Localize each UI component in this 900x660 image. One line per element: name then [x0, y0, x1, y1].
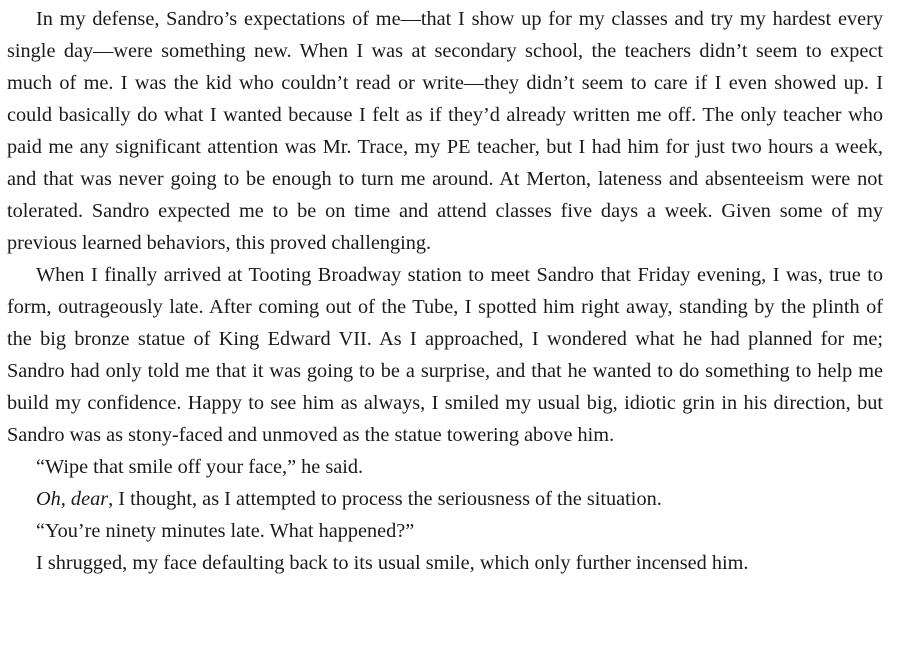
book-page: [7, 3, 883, 579]
paragraph-4: [7, 483, 883, 515]
paragraph-5: “You’re ninety minutes late. What happened?”: [36, 520, 415, 542]
paragraph-2: When I finally arrived at Tooting Broadway station to meet Sandro that Friday evening, I was, true to form, outrageously late. After coming out of the Tube, I spotted him right away, standing by the plinth of the big bronze statue of King Edward VII. As I approached, I wondered what he had planned for me; Sandro had only told me that it was going to be a surprise, and that he wanted to do something to help me build my confidence. Happy to see him as always, I smiled my usual big, idiotic grin in his direction, but Sandro was as stony-faced and unmoved as the statue towering above him.: [7, 264, 883, 446]
paragraph-1: In my defense, Sandro’s expectations of me—that I show up for my classes and try my hardest every single day—were something new. When I was at secondary school, the teachers didn’t seem to expect much of me. I was the kid who couldn’t read or write—they didn’t seem to care if I even showed up. I could basically do what I wanted because I felt as if they’d already written me off. The only teacher who paid me any significant attention was Mr. Trace, my PE teacher, but I had him for just two hours a week, and that was never going to be enough to turn me around. At Merton, lateness and absenteeism were not tolerated. Sandro expected me to be on time and attend classes five days a week. Given some of my previous learned behaviors, this proved challenging.: [7, 8, 883, 254]
paragraph-3: “Wipe that smile off your face,” he said.: [36, 456, 364, 478]
paragraph-4-text: , I thought, as I attempted to process the seriousness of the situation.: [108, 488, 662, 510]
italic-phrase: Oh, dear: [36, 488, 109, 510]
paragraph-6: I shrugged, my face defaulting back to its usual smile, which only further incensed him.: [36, 552, 749, 574]
